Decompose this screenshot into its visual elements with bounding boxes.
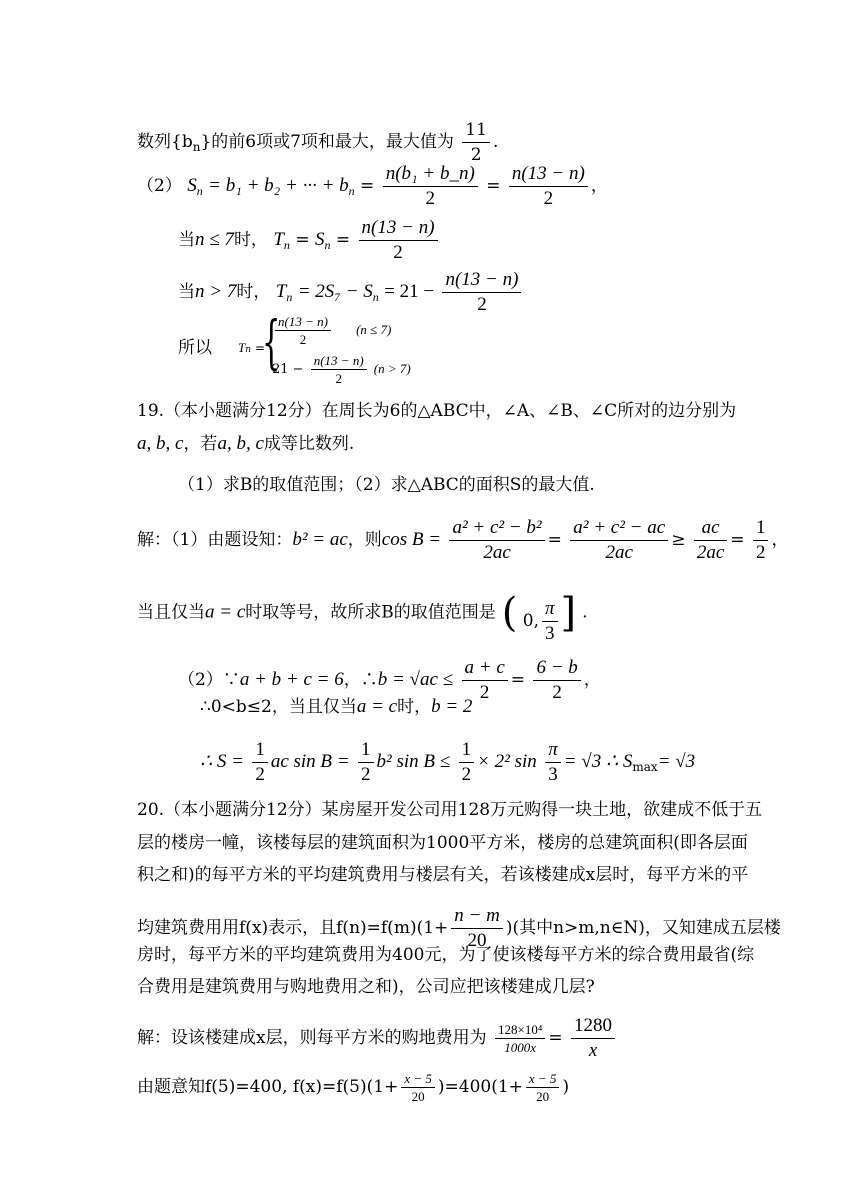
piecewise-case-2: 21 − $\frac{n(13 - n)}{2}$ (n > 7) [272, 353, 411, 386]
q19-solution-part1: 解：（1）由题设知：b² = ac，则cos B = $\frac{\text{a² + c² − b²}}{2ac}$ = $\frac{\text{a² + c² − ac}}{2ac}$ ≥ $\frac{ac}{2ac}$ = $\frac{1}{2}$ ， [137, 517, 789, 563]
fraction: $\frac{n(13 - n)}{2}$ [359, 216, 438, 265]
q20-line6: 合费用是建筑费用与购地费用之和)，公司应把该楼建成几层? [137, 977, 595, 997]
q20-line5: 房时，每平方米的平均建筑费用为400元，为了使该楼每平方米的综合费用最省(综 [137, 945, 755, 965]
q19-part2-line2: ∴0<b≤2，当且仅当a = c时，b = 2 [200, 696, 473, 717]
subscript: n [192, 140, 201, 154]
q19-solution-range: 当且仅当a = c时取等号，故所求B的取值范围是 ( 0, $\frac{\pi}{3}$ ] . [137, 590, 588, 644]
piecewise-T: Tn = [238, 340, 265, 355]
fraction: $\frac{n(13 - n)}{2}$ [509, 162, 588, 211]
q19-part2-line3: ∴ S = $\frac{1}{2}$ ac sin B = $\frac{1}{2}$ b² sin B ≤ $\frac{1}{2}$ × 2² sin $\frac{\pi}{3}$ = √3 ∴ $S_{max}= √3$ [200, 739, 696, 785]
q19-title: 19.（本小题满分12分）在周长为6的△ABC中，∠A、∠B、∠C所对的边分别为 [137, 401, 737, 421]
line-case-le-7: 当n ≤ 7时， $T_n = S_n$ = $\frac{n(13 - n)}{2}$ [178, 216, 441, 265]
line-case-gt-7: 当n > 7时， $T_n = 2S_7 - S_n = 21$ − $\frac{n(13 - n)}{2}$ [178, 268, 524, 317]
q19-line2: a, b, c，若a, b, c成等比数列. [137, 433, 355, 454]
fraction-11-2: $\frac{11}{2}$ [462, 118, 490, 167]
text: 数列{b [137, 132, 193, 152]
text: }的前6项或7项和最大，最大值为 [200, 132, 454, 152]
fraction: $\frac{\text{n(b₁ + b\_n)}}{2}$ [383, 162, 478, 211]
q20-solution-line2: 由题意知f(5)=400, f(x)=f(5)(1+ $\frac{x - 5}{20}$ )=400(1+ $\frac{x - 5}{20}$ ) [137, 1071, 570, 1104]
line-sn-formula: （2） $S_n = b_1 + b_2$ + ··· + $b_n$ = $\frac{\text{n(b₁ + b\_n)}}{2}$ = $\frac{n(13 - n)}{2}$ ， [137, 163, 608, 209]
q20-line4: 均建筑费用用f(x)表示，且f(n)=f(m)(1+ $\frac{n - m}{20}$ )(其中n>m,n∈N)，又知建成五层楼 [137, 905, 781, 951]
q19-part2-line1: （2）∵a + b + c = 6，∴b = √ac ≤ $\frac{a + c}{2}$ = $\frac{6 - b}{2}$ ， [178, 657, 601, 703]
q19-subquestions: （1）求B的取值范围；（2）求△ABC的面积S的最大值. [178, 475, 595, 495]
q20-solution-line1: 解：设该楼建成x层，则每平方米的购地费用为 $\frac{\text{128×10⁴}}{1000x}$ = $\frac{1280}{x}$ [137, 1014, 618, 1063]
interval: ( 0, $\frac{\pi}{3}$ ] [501, 590, 577, 644]
piecewise-case-1: $\frac{n(13 - n)}{2}$ (n ≤ 7) [272, 313, 391, 348]
label-therefore: 所以 [178, 338, 212, 358]
q20-line2: 层的楼房一幢，该楼每层的建筑面积为1000平方米，楼房的总建筑面积(即各层面 [137, 833, 748, 853]
brace: { [262, 308, 281, 376]
q20-line1: 20.（本小题满分12分）某房屋开发公司用128万元购得一块土地，欲建成不低于五 [137, 800, 763, 820]
fraction: $\frac{n(13 - n)}{2}$ [442, 268, 521, 317]
line-max-sum: 数列$\{b_n\}$的前6项或7项和最大，最大值为 $\frac{11}{2}$ . [137, 120, 499, 165]
q20-line3: 积之和)的每平方米的平均建筑费用与楼层有关，若该楼建成x层时，每平方米的平 [137, 865, 749, 885]
